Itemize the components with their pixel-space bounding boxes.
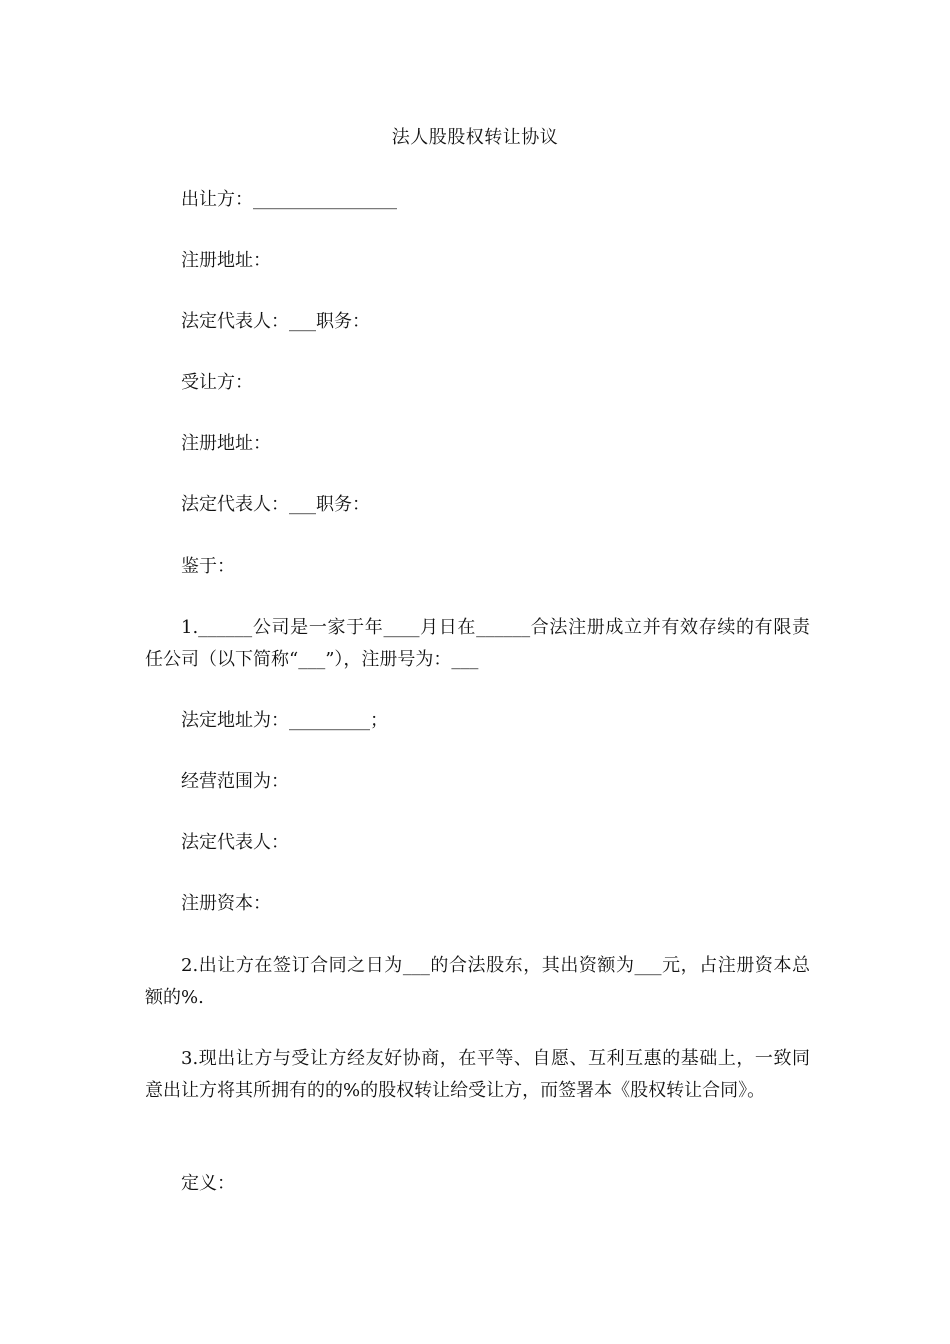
clause-1-paragraph: 1.______公司是一家于年____月日在______合法注册成立并有效存续的有限责任公司（以下简称“___”），注册号为：___ (145, 617, 810, 670)
clause-3-paragraph: 3.现出让方与受让方经友好协商，在平等、自愿、互利互惠的基础上，一致同意出让方将其所拥有的的%的股权转让给受让方，而签署本《股权转让合同》。 (145, 1048, 810, 1101)
business-scope-line: 经营范围为： (181, 771, 289, 792)
transferor-address-line: 注册地址： (181, 250, 271, 271)
document-title: 法人股股权转让协议 (391, 127, 559, 148)
registered-capital-line: 注册资本： (181, 893, 271, 914)
transferee-address-line: 注册地址： (181, 433, 271, 454)
whereas-line: 鉴于： (181, 556, 235, 577)
transferee-line: 受让方： (181, 372, 253, 393)
transferee-rep-line: 法定代表人：___职务： (181, 494, 370, 515)
legal-rep-line: 法定代表人： (181, 832, 289, 853)
definitions-line: 定义： (181, 1173, 235, 1194)
transferor-line: 出让方：________________ (181, 189, 397, 210)
transferor-rep-line: 法定代表人：___职务： (181, 311, 370, 332)
clause-2-paragraph: 2.出让方在签订合同之日为___的合法股东，其出资额为___元，占注册资本总额的%. (145, 955, 810, 1008)
legal-address-line: 法定地址为：_________； (181, 710, 388, 731)
